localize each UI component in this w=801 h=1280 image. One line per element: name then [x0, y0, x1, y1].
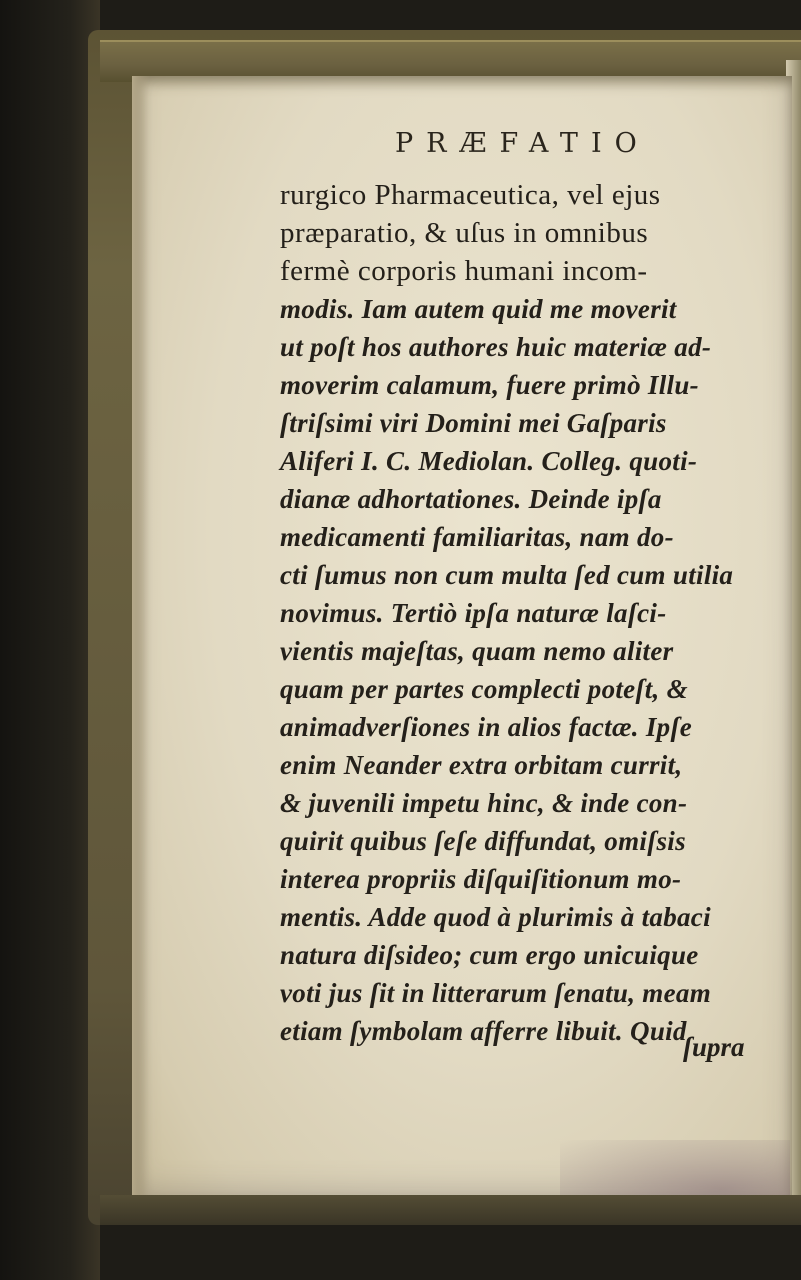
cover-bottom	[100, 1195, 801, 1225]
text-line: novimus. Tertiò ipſa naturæ laſci-	[280, 598, 667, 628]
left-shadow	[0, 0, 100, 1280]
text-line: & juvenili impetu hinc, & inde con-	[280, 788, 688, 818]
text-line: enim Neander extra orbitam currit,	[280, 750, 683, 780]
text-line: interea propriis diſquiſitionum mo-	[280, 864, 682, 894]
text-line: moverim calamum, fuere primò Illu-	[280, 370, 699, 400]
text-line: ſtriſsimi viri Domini mei Gaſparis	[280, 408, 667, 438]
text-line: modis. Iam autem quid me moverit	[280, 294, 677, 324]
text-line: mentis. Adde quod à plurimis à tabaci	[280, 902, 711, 932]
catchword: ſupra	[683, 1032, 745, 1062]
text-line: Aliferi I. C. Mediolan. Colleg. quoti-	[280, 446, 698, 476]
text-line: voti jus ſit in litterarum ſenatu, meam	[280, 978, 711, 1008]
text-line: vientis majeſtas, quam nemo aliter	[280, 636, 674, 666]
text-line: quam per partes complecti poteſt, &	[280, 674, 688, 704]
body-text	[280, 176, 765, 1050]
text-line: quirit quibus ſeſe diffundat, omiſsis	[280, 826, 686, 856]
text-line: animadverſiones in alios factæ. Ipſe	[280, 712, 693, 742]
text-line: fermè corporis humani incom-	[280, 255, 648, 287]
text-line: etiam ſymbolam afferre libuit. Quid	[280, 1016, 687, 1046]
text-line: ut poſt hos authores huic materiæ ad-	[280, 332, 712, 362]
gutter-shadow	[132, 76, 150, 1206]
text-line: cti ſumus non cum multa ſed cum utilia	[280, 560, 734, 590]
text-line: natura diſsideo; cum ergo unicuique	[280, 940, 699, 970]
text-line: dianæ adhortationes. Deinde ipſa	[280, 484, 662, 514]
text-line: rurgico Pharmaceutica, vel ejus	[280, 179, 661, 211]
text-line: præparatio, & uſus in omnibus	[280, 217, 649, 249]
running-head: PRÆFATIO	[395, 128, 650, 159]
text-line: medicamenti familiaritas, nam do-	[280, 522, 674, 552]
